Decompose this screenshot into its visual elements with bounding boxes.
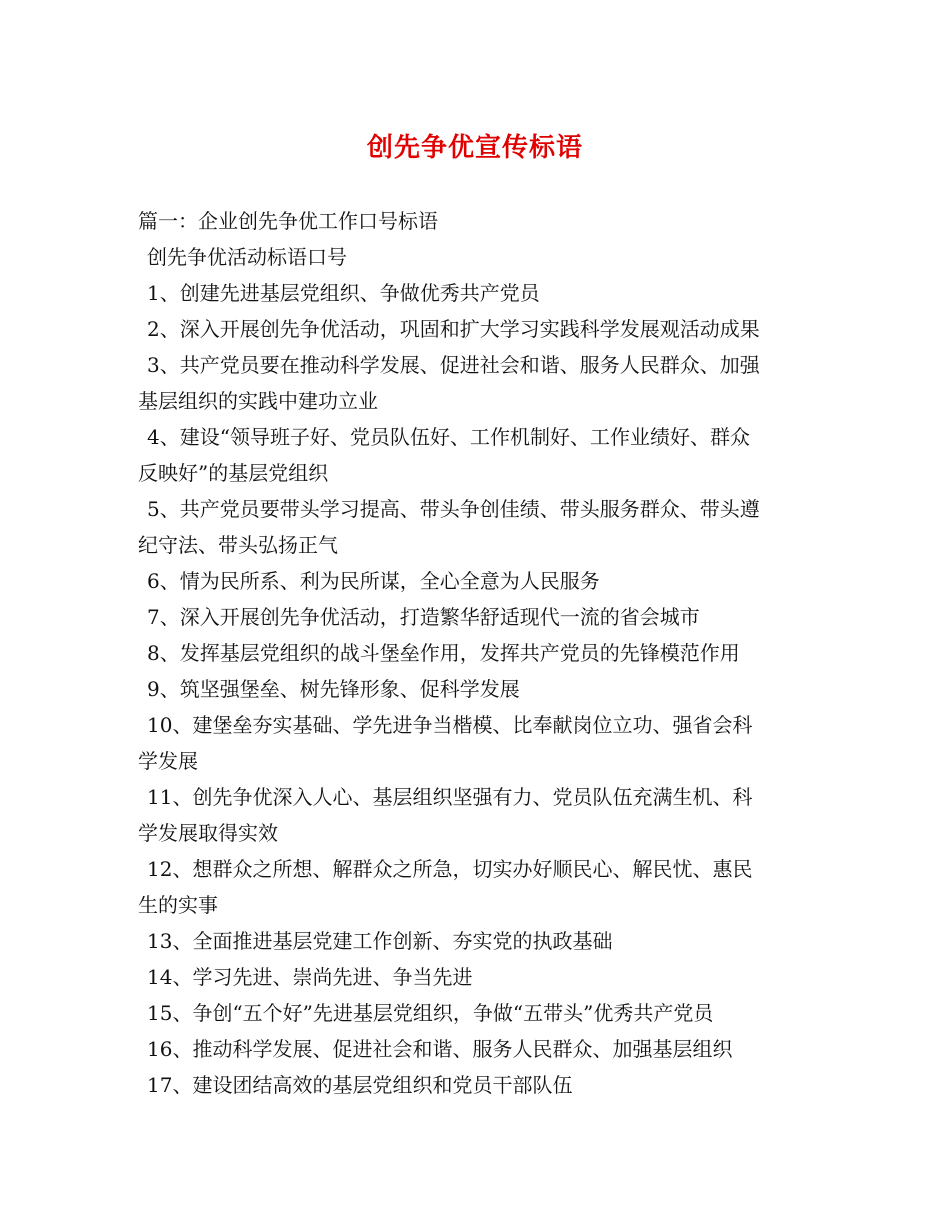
list-item-continuation: 生的实事	[138, 893, 218, 917]
list-item: 8、发挥基层党组织的战斗堡垒作用，发挥共产党员的先锋模范作用	[147, 641, 740, 665]
list-item: 16、推动科学发展、促进社会和谐、服务人民群众、加强基层组织	[147, 1037, 733, 1061]
list-item-continuation: 学发展	[138, 749, 198, 773]
list-item: 5、共产党员要带头学习提高、带头争创佳绩、带头服务群众、带头遵	[147, 497, 760, 521]
list-item-continuation: 学发展取得实效	[138, 821, 278, 845]
list-item-continuation: 反映好”的基层党组织	[138, 461, 329, 485]
list-item: 13、全面推进基层党建工作创新、夯实党的执政基础	[147, 929, 613, 953]
list-item: 2、深入开展创先争优活动，巩固和扩大学习实践科学发展观活动成果	[147, 317, 760, 341]
list-item: 17、建设团结高效的基层党组织和党员干部队伍	[147, 1073, 573, 1097]
list-item: 1、创建先进基层党组织、争做优秀共产党员	[147, 281, 540, 305]
list-item: 14、学习先进、崇尚先进、争当先进	[147, 965, 473, 989]
list-item-continuation: 纪守法、带头弘扬正气	[138, 533, 338, 557]
list-item: 9、筑坚强堡垒、树先锋形象、促科学发展	[147, 677, 520, 701]
list-item: 7、深入开展创先争优活动，打造繁华舒适现代一流的省会城市	[147, 605, 700, 629]
document-body	[138, 203, 818, 1103]
list-item: 12、想群众之所想、解群众之所急，切实办好顺民心、解民忧、惠民	[147, 857, 753, 881]
list-item: 10、建堡垒夯实基础、学先进争当楷模、比奉献岗位立功、强省会科	[147, 713, 753, 737]
list-item: 11、创先争优深入人心、基层组织坚强有力、党员队伍充满生机、科	[147, 785, 753, 809]
subheading: 创先争优活动标语口号	[147, 245, 347, 269]
list-item: 3、共产党员要在推动科学发展、促进社会和谐、服务人民群众、加强	[147, 353, 760, 377]
list-item: 15、争创“五个好”先进基层党组织，争做“五带头”优秀共产党员	[147, 1001, 714, 1025]
section-heading: 篇一：企业创先争优工作口号标语	[138, 209, 438, 233]
list-item: 4、建设“领导班子好、党员队伍好、工作机制好、工作业绩好、群众	[147, 425, 750, 449]
list-item-continuation: 基层组织的实践中建功立业	[138, 389, 378, 413]
page-title: 创先争优宣传标语	[366, 133, 583, 163]
list-item: 6、情为民所系、利为民所谋，全心全意为人民服务	[147, 569, 600, 593]
